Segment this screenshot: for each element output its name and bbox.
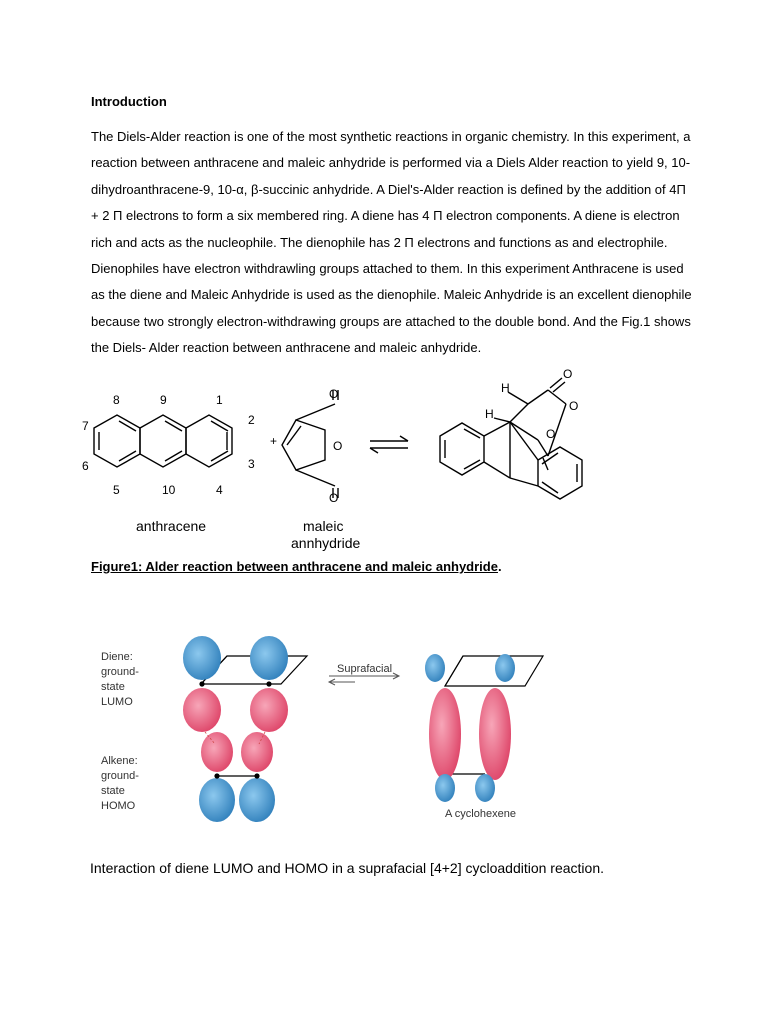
figure2-caption: Interaction of diene LUMO and HOMO in a suprafacial [4+2] cycloaddition reaction. [90, 860, 604, 876]
diene-label: LUMO [101, 696, 133, 708]
product-label: A cyclohexene [445, 808, 516, 820]
paragraph-line: reaction between anthracene and maleic anhydride is performed via a Diels Alder reaction to yield 9, 10- [91, 155, 691, 171]
oxygen-label: O [546, 427, 556, 441]
orbital-diagram-figure [95, 628, 555, 828]
paragraph-line: the Diels- Alder reaction between anthracene and maleic anhydride. [91, 340, 482, 356]
alkene-label: state [101, 785, 125, 797]
paragraph-line: dihydroanthracene-9, 10-α, β-succinic anhydride. A Diel's-Alder reaction is defined by the addition of 4Π [91, 181, 686, 197]
atom-number: 8 [113, 393, 120, 407]
alkene-homo-lobes [199, 732, 275, 822]
reaction-scheme-figure [78, 367, 618, 553]
hydrogen-label: H [501, 381, 510, 395]
oxygen-label: O [569, 399, 579, 413]
diene-label: Diene: [101, 651, 133, 663]
intro-paragraph [91, 124, 691, 362]
paragraph-line: rich and acts as the nucleophile. The dienophile has 2 Π electrons and functions as and electrophile. [91, 234, 668, 250]
alkene-label: ground- [101, 770, 139, 782]
atom-number: 10 [162, 483, 176, 497]
anthracene-label: anthracene [136, 518, 207, 534]
atom-number: 6 [82, 459, 89, 473]
figure1-caption-period: . [497, 559, 502, 574]
paragraph-line: + 2 Π electrons to form a six membered ring. A diene has 4 Π electron components. A diene is electron [91, 208, 680, 224]
maleic-label: maleic [303, 518, 344, 534]
atom-number: 9 [160, 393, 167, 407]
atom-number: 4 [216, 483, 223, 497]
atom-number: 3 [248, 457, 255, 471]
alkene-label: Alkene: [101, 755, 138, 767]
paragraph-line: Dienophiles have electron withdrawling groups attached to them. In this experiment Anthracene is used [91, 261, 684, 277]
figure1-caption-text: Figure1: Alder reaction between anthracene and maleic anhydride [91, 559, 498, 574]
oxygen-label: O [333, 439, 343, 453]
paragraph-line: as the diene and Maleic Anhydride is used as the dienophile. Maleic Anhydride is an excellent dienophile [91, 287, 692, 303]
atom-number: 2 [248, 413, 255, 427]
section-heading: Introduction [91, 94, 167, 109]
cyclohexene-lobes [425, 654, 515, 802]
suprafacial-label: Suprafacial [337, 663, 393, 675]
oxygen-label: O [329, 387, 339, 401]
diene-label: state [101, 681, 125, 693]
figure1-caption [91, 559, 502, 574]
paragraph-line: The Diels-Alder reaction is one of the most synthetic reactions in organic chemistry. In this experiment, a [91, 129, 691, 144]
atom-number: 5 [113, 483, 120, 497]
atom-number: 1 [216, 393, 223, 407]
diene-label: ground- [101, 666, 139, 678]
oxygen-label: O [563, 367, 573, 381]
hydrogen-label: H [485, 407, 494, 421]
alkene-label: HOMO [101, 800, 136, 812]
atom-number: 7 [82, 419, 89, 433]
maleic-label: annhydride [291, 535, 361, 551]
plus-sign: + [270, 434, 278, 448]
paragraph-line: because two strongly electron-withdrawing groups are attached to the double bond. And the Fig.1 shows [91, 313, 691, 329]
oxygen-label: O [329, 491, 339, 505]
